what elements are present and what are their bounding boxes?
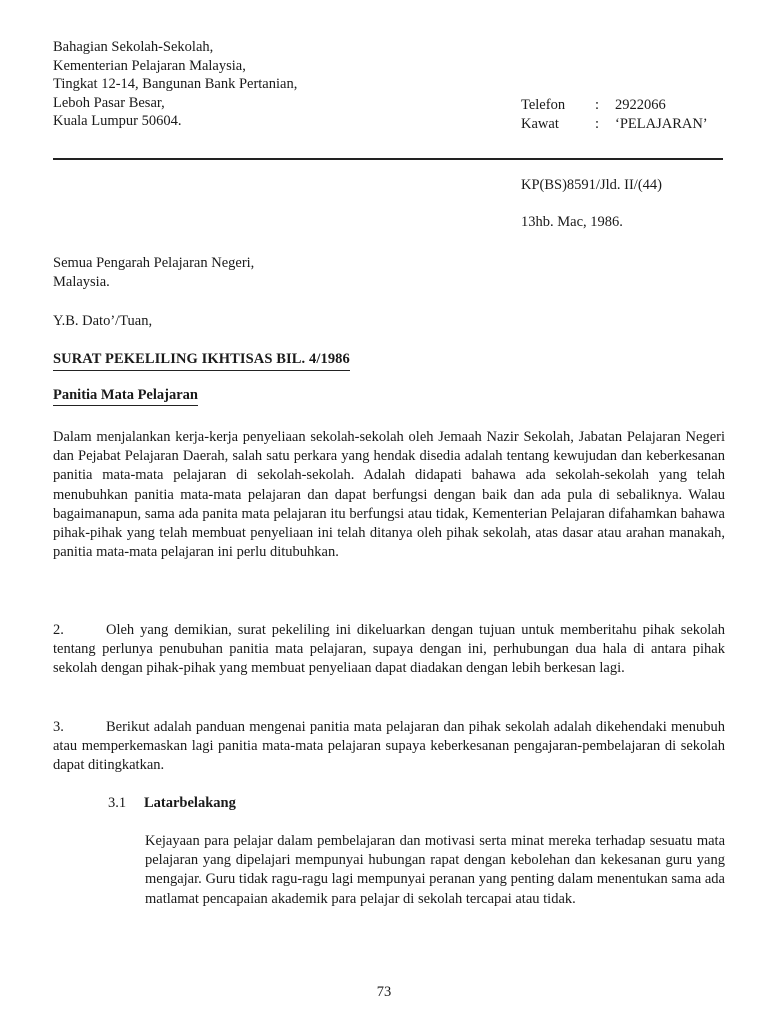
subject-heading: Panitia Mata Pelajaran — [53, 387, 198, 406]
page-number: 73 — [376, 984, 392, 1000]
paragraph-number: 3. — [53, 719, 64, 735]
section-heading — [108, 795, 236, 812]
address-line: Bahagian Sekolah-Sekolah, — [53, 39, 214, 55]
kawat-row — [521, 115, 708, 134]
telefon-row — [521, 96, 708, 115]
section-paragraph: Kejayaan para pelajar dalam pembelajaran dan motivasi serta minat mereka terhadap sesuatu mata pelajaran yang dipelajari mempunyai hubungan rapat dengan kebolehan dan kekesanan guru yang mengajar. Guru tidak ragu-ragu lagi mempunyai peranan yang penting dalam menentukan sama ada matlamat pencapaian akademik para pelajar di sekolah tercapai atau tidak. — [145, 833, 725, 907]
paragraph-3 — [53, 718, 725, 776]
contact-info — [521, 96, 708, 134]
paragraph-1: Dalam menjalankan kerja-kerja penyeliaan sekolah-sekolah oleh Jemaah Nazir Sekolah, Jabatan Pelajaran Negeri dan Pejabat Pelajaran Daerah, salah satu perkara yang hendak disedia adalah tentang kewujudan dan keberkesanan panitia mata-mata pelajaran di sekolah-sekolah. Adalah didapati bahawa ada sekolah-sekolah yang telah menubuhkan panitia mata-mata pelajaran dan dapat berfungsi dengan baik dan ada pula di sebaliknya. Walau bagaimanapun, sama ada panita mata pelajaran itu berfungsi atau tidak, Kementerian Pelajaran difahamkan bahawa pihak-pihak yang telah membuat penyeliaan ini telah ditanya oleh pihak sekolah, atas dasar atau arahan manakah, panitia mata-mata pelajaran ini perlu ditubuhkan. — [53, 429, 725, 561]
recipient-line: Malaysia. — [53, 274, 110, 290]
address-line: Leboh Pasar Besar, — [53, 94, 165, 111]
paragraph-text: Oleh yang demikian, surat pekeliling ini dikeluarkan dengan tujuan untuk memberitahu pihak sekolah tentang perlunya penubuhan panitia mata pelajaran, supaya dengan ini, perhubungan dua hala di antara pihak sekolah dengan pihak-pihak yang membuat penyeliaan dapat diadakan dengan lebih berkesan lagi. — [53, 622, 725, 677]
recipient-line: Semua Pengarah Pelajaran Negeri, — [53, 255, 255, 271]
recipient-block — [53, 254, 254, 292]
separator: : — [595, 116, 600, 132]
address-line: Kuala Lumpur 50604. — [53, 113, 182, 129]
reference-number: KP(BS)8591/Jld. II/(44) — [521, 177, 662, 193]
salutation: Y.B. Dato’/Tuan, — [53, 313, 153, 329]
paragraph-number: 2. — [53, 622, 64, 638]
sender-address — [53, 38, 297, 131]
address-line: Tingkat 12-14, Bangunan Bank Pertanian, — [53, 76, 298, 92]
circular-title: SURAT PEKELILING IKHTISAS BIL. 4/1986 — [53, 351, 350, 371]
section-number: 3.1 — [108, 795, 127, 811]
telefon-value: 2922066 — [615, 97, 666, 113]
telefon-label: Telefon — [521, 97, 566, 113]
separator: : — [595, 97, 600, 113]
kawat-label: Kawat — [521, 116, 559, 132]
section-title: Latarbelakang — [144, 795, 236, 811]
kawat-value: ‘PELAJARAN’ — [615, 116, 708, 132]
letter-date: 13hb. Mac, 1986. — [521, 214, 623, 230]
header-divider — [53, 158, 723, 160]
address-line: Kementerian Pelajaran Malaysia, — [53, 57, 246, 74]
paragraph-2 — [53, 621, 725, 679]
paragraph-text: Berikut adalah panduan mengenai panitia mata pelajaran dan pihak sekolah adalah dikehendaki menubuh atau memperkemaskan lagi panitia mata-mata pelajaran supaya keberkesanan pengajaran-pembelajaran di sekolah dapat ditingkatkan. — [53, 719, 725, 774]
